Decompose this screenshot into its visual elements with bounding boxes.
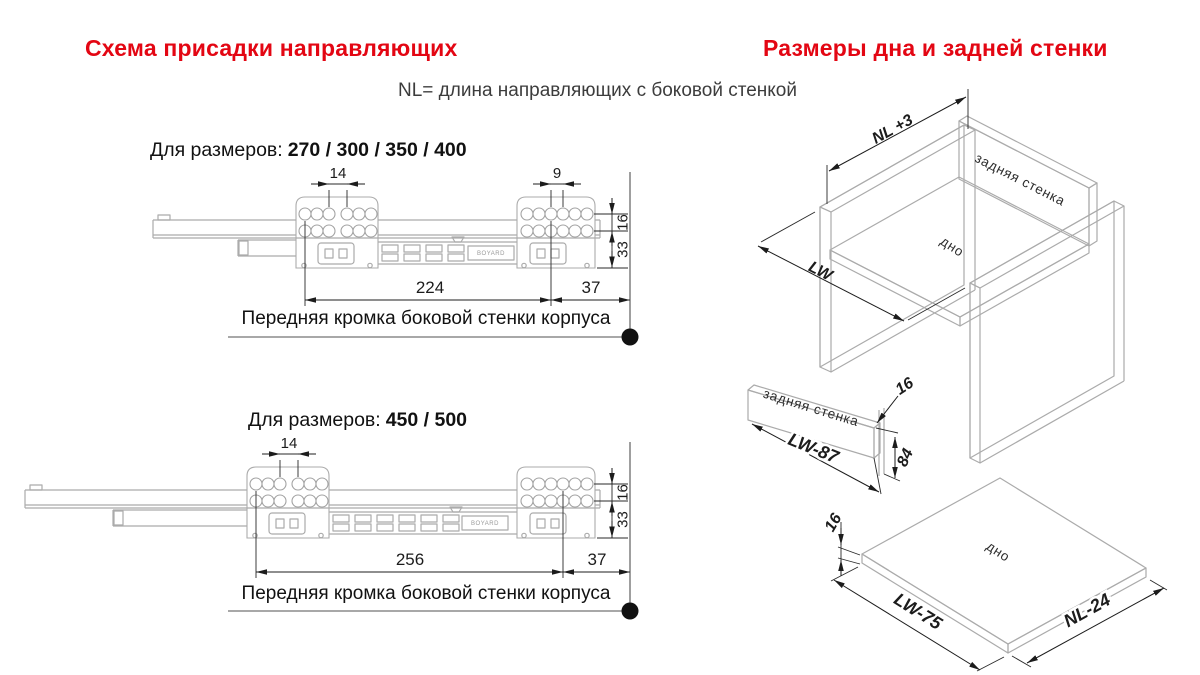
dim-value: 37	[587, 550, 607, 569]
diagram2-title-sizes: 450 / 500	[385, 409, 468, 431]
bottom-panel-dim-width	[831, 567, 1004, 671]
dim-value: LW-75	[890, 588, 946, 634]
back-panel-dim-height	[876, 428, 917, 481]
dim-value: NL +3	[869, 111, 917, 148]
diagram1-right-bracket	[517, 197, 595, 268]
dim-value: 14	[329, 165, 347, 182]
diagram1-drawing	[153, 165, 639, 346]
dim-value: NL-24	[1060, 589, 1114, 632]
bottom-panel-dim-length	[1012, 580, 1167, 667]
nl-definition-text: NL= длина направляющих с боковой стенкой	[398, 80, 797, 101]
dim-value: 33	[614, 511, 632, 528]
diagram2-title-label: Для размеров:	[248, 409, 381, 431]
right-column-heading: Размеры дна и задней стенки	[763, 35, 1108, 61]
dim-value: 16	[614, 484, 632, 501]
dim-value: 16	[614, 214, 632, 231]
diagram1-left-bracket	[296, 197, 378, 268]
diagram2-slide-channel	[329, 507, 517, 534]
diagram2-drawing	[25, 435, 639, 620]
dim-value: 16	[821, 510, 846, 535]
diagram1-brand-label: BOYARD	[477, 251, 505, 257]
dim-value: 16	[892, 374, 917, 399]
dim-value: 33	[614, 241, 632, 258]
dim-value: LW	[805, 258, 835, 285]
diagram1-front-edge-label: Передняя кромка боковой стенки корпуса	[241, 308, 611, 329]
dim-value: LW-87	[785, 428, 842, 468]
left-column-heading: Схема присадки направляющих	[85, 35, 458, 61]
diagram1-slide-channel	[378, 237, 517, 264]
back-panel-label: задняя стенка	[761, 385, 861, 430]
dim-value: 256	[395, 550, 425, 569]
cabinet-bottom-label: дно	[937, 233, 967, 260]
dim-value: 84	[894, 446, 918, 470]
diagram2-left-bracket	[247, 467, 329, 538]
diagram2-right-bracket	[517, 467, 595, 538]
dim-value: 14	[280, 435, 298, 452]
back-panel-isometric	[748, 375, 917, 494]
cabinet-back-wall-label: задняя стенка	[972, 150, 1068, 209]
bottom-panel-label: дно	[983, 538, 1013, 565]
dim-value: 224	[415, 278, 445, 297]
back-panel-dim-thickness	[877, 375, 917, 423]
diagram2-brand-label: BOYARD	[471, 521, 499, 527]
cabinet-right-side-panel	[970, 201, 1124, 463]
bottom-panel-dim-thickness	[822, 511, 860, 576]
diagram2-edge-dot	[622, 603, 639, 620]
back-panel-dim-length	[752, 424, 881, 494]
diagram2-drawer-member	[113, 510, 247, 526]
diagram1-edge-dot	[622, 329, 639, 346]
diagram1-title-label: Для размеров:	[150, 139, 283, 161]
diagram2-front-edge-label: Передняя кромка боковой стенки корпуса	[241, 583, 611, 604]
dim-value: 37	[581, 278, 601, 297]
diagram1-drawer-member	[238, 240, 296, 256]
dim-value: 9	[552, 165, 562, 182]
diagram1-title-sizes: 270 / 300 / 350 / 400	[287, 139, 467, 161]
bottom-panel-isometric	[822, 478, 1167, 671]
